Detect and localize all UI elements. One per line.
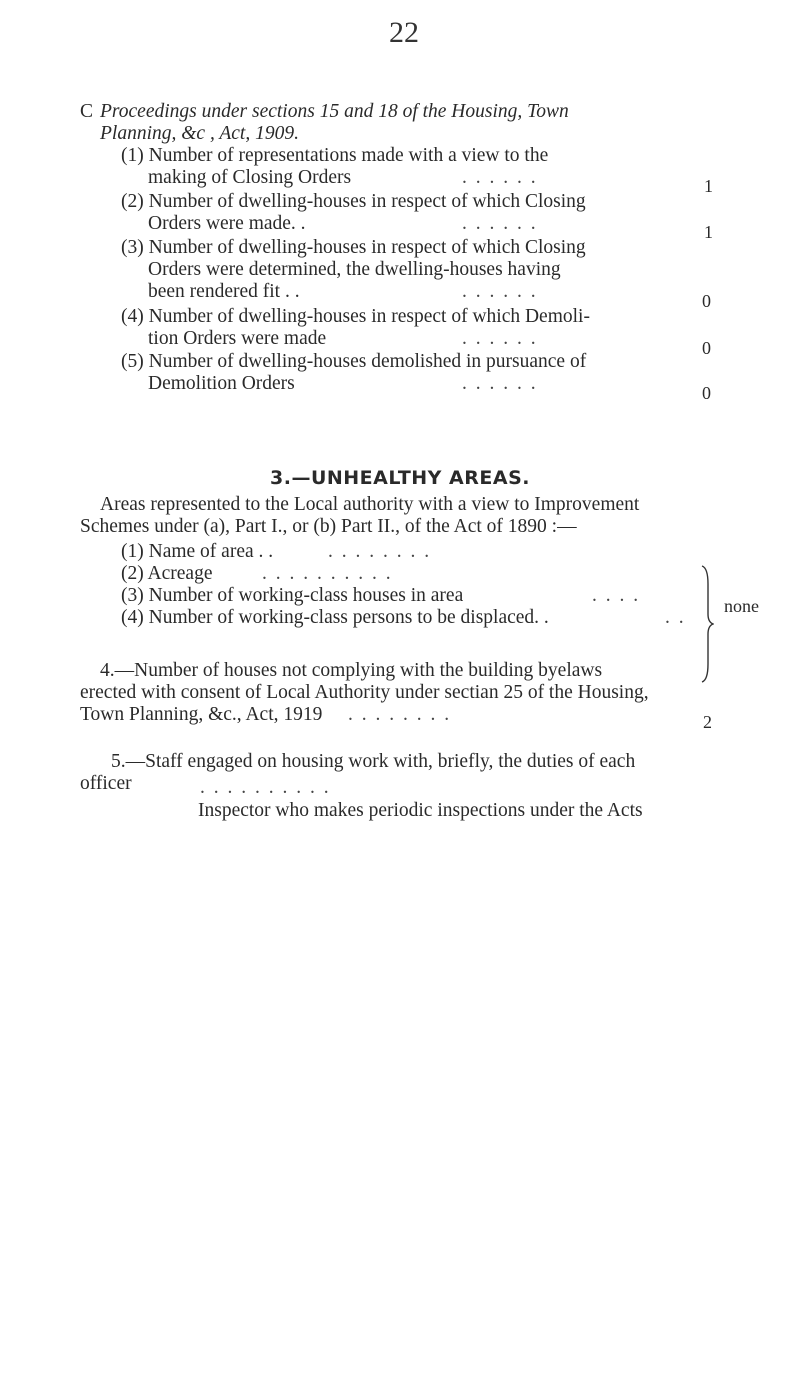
- section-c-item-5-line1: (5) Number of dwelling-houses demolished in pursuance of: [121, 351, 587, 372]
- section-3-item-3-dots: . . . .: [592, 585, 641, 606]
- section-c-item-4-line1: (4) Number of dwelling-houses in respect of which Demoli-: [121, 306, 590, 327]
- section-c-item-1-line1: (1) Number of representations made with a view to the: [121, 145, 549, 166]
- section-5-line2: officer: [80, 773, 132, 794]
- section-c-item-5-line2: Demolition Orders: [148, 373, 295, 394]
- section-c-title-line1: Proceedings under sections 15 and 18 of the Housing, Town: [100, 101, 569, 122]
- section-c-item-3-line2: Orders were determined, the dwelling-houses having: [148, 259, 561, 280]
- section-4-value: 2: [703, 712, 712, 732]
- section-3-item-2-dots: . . . . . . . . . .: [262, 563, 393, 584]
- section-c-item-2-dots: . . . . . .: [462, 213, 538, 234]
- section-3-heading: 3.—UNHEALTHY AREAS.: [270, 467, 530, 489]
- section-c-item-4-line2: tion Orders were made: [148, 328, 327, 349]
- section-3-value: none: [724, 596, 759, 616]
- section-5-line1: 5.—Staff engaged on housing work with, briefly, the duties of each: [111, 751, 636, 772]
- section-3-intro-line1: Areas represented to the Local authority with a view to Improvement: [100, 494, 640, 515]
- section-3-item-1-dots: . . . . . . . .: [328, 541, 432, 562]
- section-5-line3: Inspector who makes periodic inspections under the Acts: [198, 800, 643, 821]
- section-4-dots: . . . . . . . .: [348, 704, 452, 725]
- page-number: 22: [389, 16, 419, 49]
- section-c-letter: C: [80, 101, 94, 122]
- section-c-item-2-value: 1: [704, 222, 713, 242]
- section-c-item-2-line1: (2) Number of dwelling-houses in respect of which Closing: [121, 191, 586, 212]
- section-c-item-5-dots: . . . . . .: [462, 373, 538, 394]
- section-4-line1: 4.—Number of houses not complying with the building byelaws: [100, 660, 603, 681]
- section-c-item-1-line2: making of Closing Orders: [148, 167, 352, 188]
- section-3-item-3: (3) Number of working-class houses in area: [121, 585, 464, 606]
- section-c-item-3-line1: (3) Number of dwelling-houses in respect of which Closing: [121, 237, 586, 258]
- section-c-title-line2: Planning, &c , Act, 1909.: [100, 123, 299, 144]
- section-4-line2: erected with consent of Local Authority under sectian 25 of the Housing,: [80, 682, 649, 703]
- section-4-line3: Town Planning, &c., Act, 1919: [80, 704, 323, 725]
- section-c-item-1-dots: . . . . . .: [462, 167, 538, 188]
- section-c-item-5-value: 0: [702, 383, 711, 403]
- section-3-intro-line2: Schemes under (a), Part I., or (b) Part II., of the Act of 1890 :—: [80, 516, 577, 537]
- section-3-item-4: (4) Number of working-class persons to be displaced. .: [121, 607, 549, 628]
- section-c-item-3-dots: . . . . . .: [462, 281, 538, 302]
- section-3-item-1: (1) Name of area . .: [121, 541, 274, 562]
- section-c-item-1-value: 1: [704, 176, 713, 196]
- section-c-item-4-dots: . . . . . .: [462, 328, 538, 349]
- section-c-item-3-value: 0: [702, 291, 711, 311]
- section-3-item-2: (2) Acreage: [121, 563, 213, 584]
- section-c-item-3-line3: been rendered fit . .: [148, 281, 300, 302]
- right-brace-icon: [700, 564, 714, 684]
- section-5-dots: . . . . . . . . . .: [200, 777, 331, 798]
- section-3-item-4-dots: . .: [665, 607, 686, 628]
- section-c-item-2-line2: Orders were made. .: [148, 213, 306, 234]
- section-c-item-4-value: 0: [702, 338, 711, 358]
